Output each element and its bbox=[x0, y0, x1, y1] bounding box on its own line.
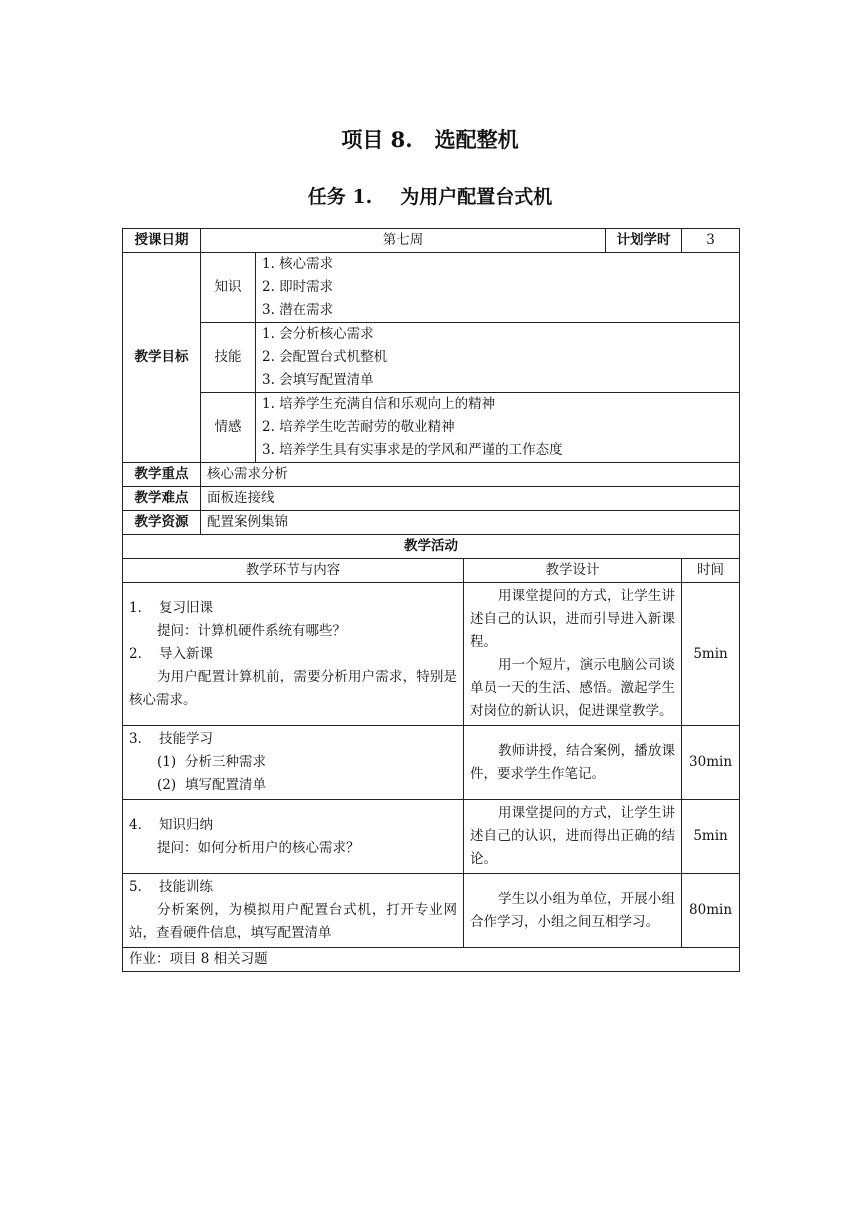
activity-design bbox=[464, 726, 682, 800]
focus-row bbox=[123, 463, 740, 487]
step-title: 技能训练 bbox=[159, 879, 213, 895]
focus-label: 教学重点 bbox=[123, 463, 201, 487]
step-number: 3． bbox=[129, 731, 152, 747]
objective-item: 2. 培养学生吃苦耐劳的敬业精神 bbox=[262, 419, 455, 435]
objective-group-items bbox=[256, 323, 740, 393]
activity-row bbox=[123, 800, 740, 874]
difficulty-label: 教学难点 bbox=[123, 487, 201, 511]
project-title bbox=[0, 124, 860, 154]
activity-content bbox=[123, 800, 464, 874]
lesson-plan-table bbox=[122, 228, 740, 972]
project-label: 项目 8. bbox=[341, 127, 413, 152]
date-value: 第七周 bbox=[201, 229, 606, 253]
activity-design bbox=[464, 874, 682, 948]
activities-title-row bbox=[123, 535, 740, 559]
resources-value: 配置案例集锦 bbox=[201, 511, 740, 535]
activity-time: 80min bbox=[682, 874, 740, 948]
activity-time: 5min bbox=[682, 800, 740, 874]
hours-label: 计划学时 bbox=[606, 229, 682, 253]
step-title: 知识归纳 bbox=[159, 816, 213, 833]
objective-item: 3. 培养学生具有实事求是的学风和严谨的工作态度 bbox=[262, 442, 563, 458]
objective-item: 1. 核心需求 bbox=[262, 256, 334, 272]
resources-label: 教学资源 bbox=[123, 511, 201, 535]
task-name: 为用户配置台式机 bbox=[400, 186, 553, 208]
homework-row bbox=[123, 948, 740, 972]
objective-item: 3. 会填写配置清单 bbox=[262, 372, 374, 388]
design-paragraph: 教师讲授，结合案例，播放课件，要求学生作笔记。 bbox=[470, 742, 676, 782]
task-title bbox=[0, 182, 860, 209]
step-question: 提问：计算机硬件系统有哪些？ bbox=[157, 622, 346, 639]
objectives-label: 教学目标 bbox=[123, 253, 201, 463]
activities-title: 教学活动 bbox=[123, 535, 740, 559]
date-label: 授课日期 bbox=[123, 229, 201, 253]
objective-group-items bbox=[256, 393, 740, 463]
sub-item: 填写配置清单 bbox=[185, 777, 266, 793]
step-number: 4． bbox=[129, 816, 152, 833]
objective-group-name: 知识 bbox=[201, 253, 256, 323]
objective-item: 2. 即时需求 bbox=[262, 279, 334, 295]
step-question: 提问：如何分析用户的核心需求？ bbox=[157, 839, 360, 856]
activity-design bbox=[464, 583, 682, 726]
project-name: 选配整机 bbox=[434, 127, 519, 152]
objective-skill-row bbox=[123, 323, 740, 393]
col-design-header: 教学设计 bbox=[464, 559, 682, 583]
activity-row bbox=[123, 874, 740, 948]
activity-content bbox=[123, 583, 464, 726]
activity-design bbox=[464, 800, 682, 874]
step-paragraph: 为用户配置计算机前，需要分析用户需求，特别是核心需求。 bbox=[129, 668, 457, 708]
objective-group-name: 情感 bbox=[201, 393, 256, 463]
step-number: 1． bbox=[129, 599, 152, 616]
sub-item: 分析三种需求 bbox=[185, 754, 266, 770]
activity-row bbox=[123, 583, 740, 726]
col-time-header: 时间 bbox=[682, 559, 740, 583]
activity-time: 5min bbox=[682, 583, 740, 726]
focus-value: 核心需求分析 bbox=[201, 463, 740, 487]
resources-row bbox=[123, 511, 740, 535]
step-number: 5． bbox=[129, 879, 152, 895]
design-paragraph: 学生以小组为单位，开展小组合作学习，小组之间互相学习。 bbox=[470, 890, 676, 930]
design-paragraph: 用课堂提问的方式，让学生讲述自己的认识，进而引导进入新课程。 bbox=[470, 588, 676, 650]
objective-item: 1. 培养学生充满自信和乐观向上的精神 bbox=[262, 396, 496, 412]
activity-row bbox=[123, 726, 740, 800]
design-paragraph: 用一个短片，演示电脑公司谈单员一天的生活、感悟。激起学生对岗位的新认识，促进课堂教学。 bbox=[470, 657, 676, 719]
date-row bbox=[123, 229, 740, 253]
objective-group-name: 技能 bbox=[201, 323, 256, 393]
homework-text: 作业：项目 8 相关习题 bbox=[123, 948, 740, 972]
objective-item: 3. 潜在需求 bbox=[262, 302, 334, 318]
step-title: 导入新课 bbox=[159, 645, 213, 662]
task-label: 任务 1. bbox=[307, 186, 373, 208]
objective-item: 1. 会分析核心需求 bbox=[262, 326, 374, 342]
design-paragraph: 用课堂提问的方式，让学生讲述自己的认识，进而得出正确的结论。 bbox=[470, 805, 676, 867]
objective-emotion-row bbox=[123, 393, 740, 463]
sub-number: (2) bbox=[157, 777, 177, 793]
objective-knowledge-row bbox=[123, 253, 740, 323]
step-title: 复习旧课 bbox=[159, 599, 213, 616]
objective-item: 2. 会配置台式机整机 bbox=[262, 349, 388, 365]
step-title: 技能学习 bbox=[159, 731, 213, 747]
step-paragraph: 分析案例，为模拟用户配置台式机，打开专业网站，查看硬件信息，填写配置清单 bbox=[129, 902, 457, 941]
difficulty-value: 面板连接线 bbox=[201, 487, 740, 511]
col-content-header: 教学环节与内容 bbox=[123, 559, 464, 583]
activity-content bbox=[123, 726, 464, 800]
step-number: 2． bbox=[129, 645, 152, 662]
hours-value: 3 bbox=[682, 229, 740, 253]
objective-group-items bbox=[256, 253, 740, 323]
activity-content bbox=[123, 874, 464, 948]
activities-header-row bbox=[123, 559, 740, 583]
sub-number: (1) bbox=[157, 754, 177, 770]
difficulty-row bbox=[123, 487, 740, 511]
activity-time: 30min bbox=[682, 726, 740, 800]
